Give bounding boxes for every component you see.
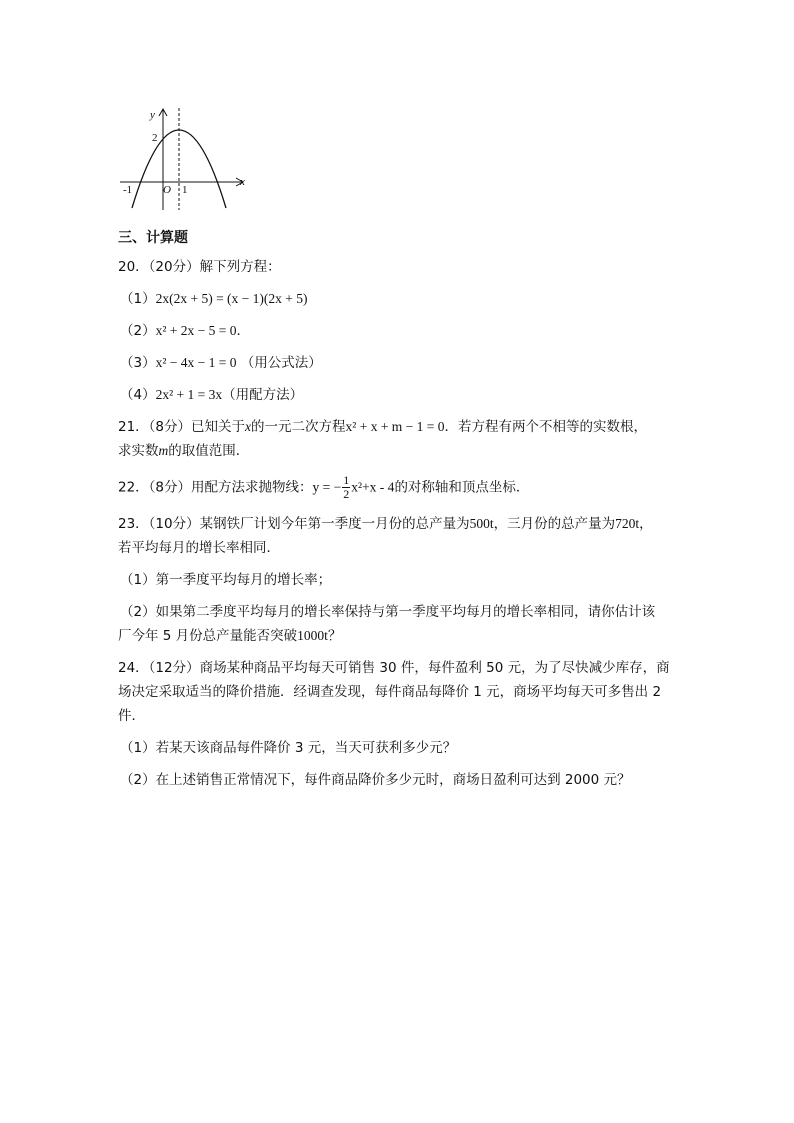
q21-equation: x² + x + m − 1 = 0 (345, 419, 445, 434)
q23-value-1000t: 1000t (297, 628, 328, 643)
q22-fraction-numerator: 1 (343, 473, 350, 487)
q21-line2-pre: 求实数 (118, 443, 159, 459)
q22-fraction-denominator: 2 (343, 487, 350, 501)
q20-part2-equation: x² + 2x − 5 = 0． (155, 323, 250, 338)
x-axis-label: x (240, 176, 245, 188)
q23-value-500t: 500t (469, 516, 494, 531)
q24-part1: （1）若某天该商品每件降价 3 元，当天可获利多少元？ (120, 740, 457, 756)
q22-y-equals: y = − (312, 479, 342, 495)
q23-part2: （2）如果第二季度平均每月的增长率保持与第一季度平均每月的增长率相同，请你估计该 (120, 604, 656, 620)
q21-line2 (118, 442, 678, 460)
q20-part4-number: （4） (120, 387, 156, 403)
x-tick-label-1: 1 (182, 184, 188, 196)
q20-part4-note: （用配方法） (222, 387, 304, 403)
question-content (118, 226, 678, 803)
origin-label: O (163, 184, 171, 196)
q20-stem: 20．（20分）解下列方程： (118, 259, 281, 275)
q21-text-post: ．若方程有两个不相等的实数根， (444, 419, 648, 435)
q24-line3: 件． (118, 708, 145, 724)
q22-text-pre: 22．（8分）用配方法求抛物线： (118, 479, 313, 496)
q20-part1 (118, 290, 678, 308)
q23-line1-mid: ，三月份的总产量为 (493, 516, 616, 532)
q20-part3-note: （用公式法） (240, 355, 322, 371)
q24-part2: （2）在上述销售正常情况下，每件商品降价多少元时，商场日盈利可达到 2000 元？ (120, 772, 631, 788)
q21-variable-x: x (245, 419, 252, 434)
q23-part2-line2-pre: 厂今年 5 月份总产量能否突破 (118, 628, 298, 644)
q21-line2-post: 的取值范围． (168, 443, 250, 459)
q23-part2-line2-post: ？ (327, 628, 342, 644)
q21-text-pre: 21．（8分）已知关于 (118, 419, 246, 435)
q22-fraction (342, 474, 350, 501)
q21-line1 (118, 418, 678, 436)
q21-variable-m: m (158, 443, 169, 458)
q23-line1 (118, 515, 678, 533)
q23-line2: 若平均每月的增长率相同． (118, 540, 280, 556)
q22-text-post: 的对称轴和顶点坐标． (394, 479, 530, 496)
parabola-graph (118, 104, 258, 212)
q24-line2: 场决定采取适当的降价措施．经调查发现，每件商品每降价 1 元，商场平均每天可多售出 2 (118, 684, 662, 700)
y-intercept-label: 2 (152, 132, 158, 144)
q20-part1-equation: 2x(2x + 5) = (x − 1)(2x + 5) (155, 291, 308, 306)
q23-part1: （1）第一季度平均每月的增长率； (120, 572, 332, 588)
q23-line1-pre: 23．（10分）某钢铁厂计划今年第一季度一月份的总产量为 (118, 516, 470, 532)
q22-line (118, 474, 678, 501)
q20-part3-equation: x² − 4x − 1 = 0 (155, 355, 237, 370)
q20-part4 (118, 386, 678, 404)
q20-part4-equation: 2x² + 1 = 3x (155, 387, 223, 402)
q20-part2-number: （2） (120, 323, 156, 339)
root-label-neg1: -1 (123, 184, 133, 196)
q20-part1-number: （1） (120, 291, 156, 307)
section-title: 三、计算题 (118, 230, 188, 246)
q20-part2 (118, 322, 678, 340)
q23-part2-line2 (118, 627, 678, 645)
y-axis-label: y (150, 109, 155, 121)
q23-value-720t: 720t (615, 516, 640, 531)
q24-line1: 24．（12分）商场某种商品平均每天可销售 30 件，每件盈利 50 元，为了尽快减少库存，商 (118, 660, 670, 676)
q20-part3 (118, 354, 678, 372)
parabola-figure (118, 104, 258, 212)
q23-line1-post: ， (639, 516, 653, 532)
q22-equation-tail: x²+x - 4 (351, 479, 395, 495)
q21-text-mid: 的一元二次方程 (251, 419, 346, 435)
q20-part3-number: （3） (120, 355, 156, 371)
